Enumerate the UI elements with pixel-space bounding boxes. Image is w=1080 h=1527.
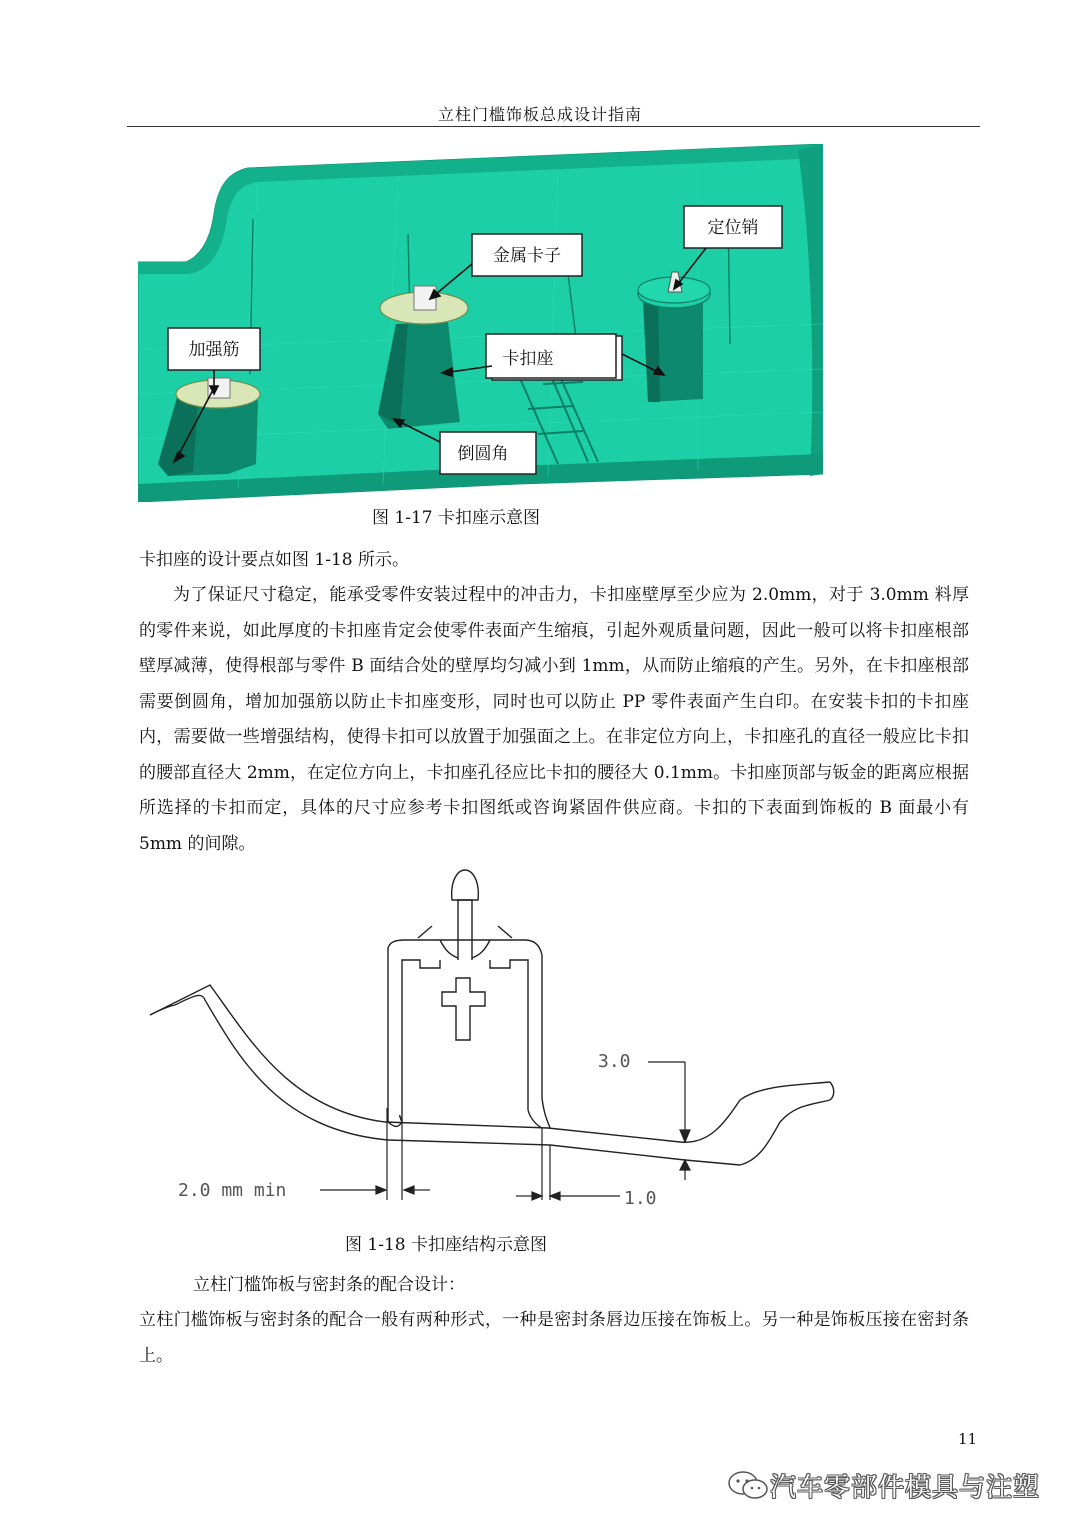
- figure1-caption: 图 1-17 卡扣座示意图: [372, 508, 540, 528]
- label-clip-seat: 卡扣座: [502, 349, 554, 369]
- label-locating-pin: 定位销: [707, 218, 759, 238]
- dim-wall-min: 2.0 mm min: [178, 1180, 287, 1201]
- page-number: 11: [958, 1430, 978, 1448]
- watermark: [726, 1465, 1056, 1505]
- label-rib: 加强筋: [188, 340, 240, 360]
- label-fillet: 倒圆角: [457, 444, 509, 464]
- figure2-caption: 图 1-18 卡扣座结构示意图: [345, 1235, 547, 1255]
- body-paragraph: 为了保证尺寸稳定，能承受零件安装过程中的冲击力，卡扣座壁厚至少应为 2.0mm，对于 3.0mm 料厚的零件来说，如此厚度的卡扣座肯定会使零件表面产生缩痕，引起外观质量问题，因此一般可以将卡扣座根部壁厚减薄，使得根部与零件 B 面结合处的壁厚均匀减小到 1mm，从而防止缩痕的产生。另外，在卡扣座根部需要倒圆角，增加加强筋以防止卡扣座变形，同时也可以防止 PP 零件表面产生白印。在安装卡扣的卡扣座内，需要做一些增强结构，使得卡扣可以放置于加强面之上。在非定位方向上，卡扣座孔的直径一般应比卡扣的腰部直径大 2mm，在定位方向上，卡扣座孔径应比卡扣的腰径大 0.1mm。卡扣座顶部与钣金的距离应根据所选择的卡扣而定，具体的尺寸应参考卡扣图纸或咨询紧固件供应商。卡扣的下表面到饰板的 B 面最小有 5mm 的间隙。: [139, 585, 969, 854]
- header-rule: [127, 126, 980, 127]
- section-text: 立柱门槛饰板与密封条的配合一般有两种形式，一种是密封条唇边压接在饰板上。另一种是饰板压接在密封条上。: [139, 1310, 969, 1366]
- watermark-text: 汽车零部件模具与注塑: [770, 1472, 1041, 1503]
- intro-text: 卡扣座的设计要点如图 1-18 所示。: [139, 550, 409, 570]
- figure-clip-seat-section: [140, 860, 852, 1220]
- figure-clip-seat-render: [138, 144, 823, 502]
- label-metal-clip: 金属卡子: [493, 246, 561, 266]
- page-header: 立柱门槛饰板总成设计指南: [437, 105, 642, 124]
- dim-thickness: 3.0: [598, 1051, 631, 1072]
- dim-root: 1.0: [624, 1188, 657, 1209]
- wechat-icon: [726, 1468, 770, 1502]
- section-title: 立柱门槛饰板与密封条的配合设计：: [193, 1275, 465, 1295]
